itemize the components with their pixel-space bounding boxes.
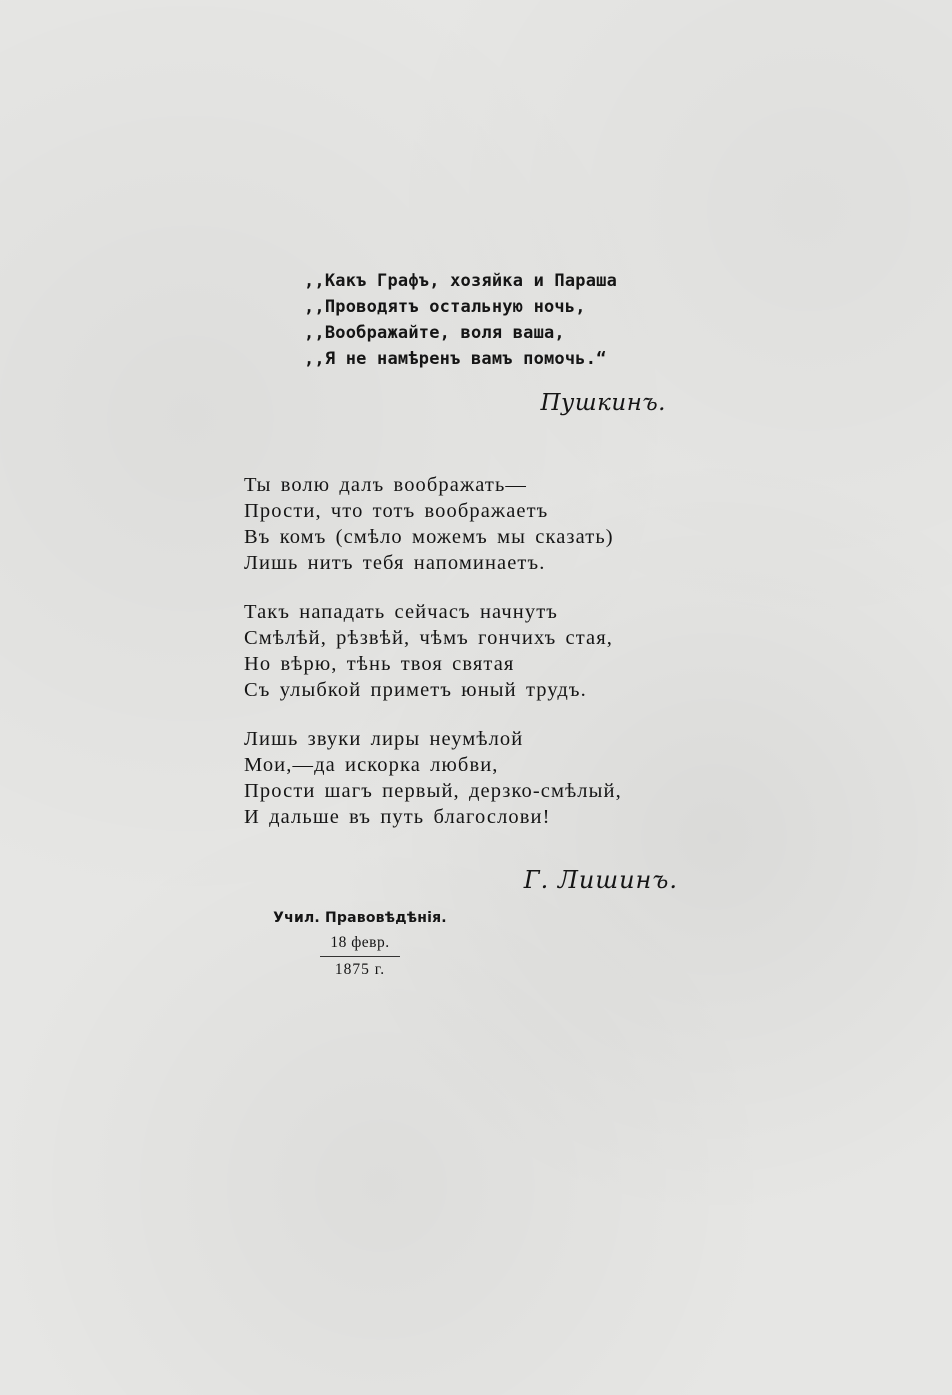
epigraph-line: ,,Воображайте, воля ваша, <box>304 323 565 343</box>
date-day: 18 февр. <box>330 934 390 951</box>
poem-line: Въ комъ (смѣло можемъ мы сказать) <box>244 526 614 548</box>
epigraph-line: ,,Проводятъ остальную ночь, <box>304 297 586 317</box>
epigraph-attribution: Пушкинъ. <box>540 390 666 416</box>
poem-line: И дальше въ путь благослови! <box>244 806 551 828</box>
poem-line: Съ улыбкой приметъ юный трудъ. <box>244 679 587 701</box>
poem-attribution: Г. Лишинъ. <box>523 866 678 894</box>
poem-line: Прости шагъ первый, дерзко-смѣлый, <box>244 780 622 802</box>
poem-line: Ты волю далъ воображать— <box>244 474 528 496</box>
school-name: Учил. Правовѣдѣнія. <box>273 910 447 926</box>
poem <box>244 472 622 853</box>
poem-line: Но вѣрю, тѣнь твоя святая <box>244 653 515 675</box>
poem-line: Мои,—да искорка любви, <box>244 754 499 776</box>
poem-line: Лишь нитъ тебя напоминаетъ. <box>244 552 546 574</box>
poem-line: Смѣлѣй, рѣзвѣй, чѣмъ гончихъ стая, <box>244 627 613 649</box>
poem-line: Такъ нападать сейчасъ начнутъ <box>244 601 558 623</box>
stanza <box>244 472 622 576</box>
epigraph-line: ,,Я не намѣренъ вамъ помочь.“ <box>304 349 607 369</box>
dateline <box>272 910 448 979</box>
date-year: 1875 г. <box>334 961 386 978</box>
stanza <box>244 599 622 703</box>
epigraph-line: ,,Какъ Графъ, хозяйка и Параша <box>304 271 618 291</box>
stanza <box>244 726 622 830</box>
poem-line: Прости, что тотъ воображаетъ <box>244 500 549 522</box>
poem-line: Лишь звуки лиры неумѣлой <box>244 728 524 750</box>
epigraph <box>304 268 617 372</box>
